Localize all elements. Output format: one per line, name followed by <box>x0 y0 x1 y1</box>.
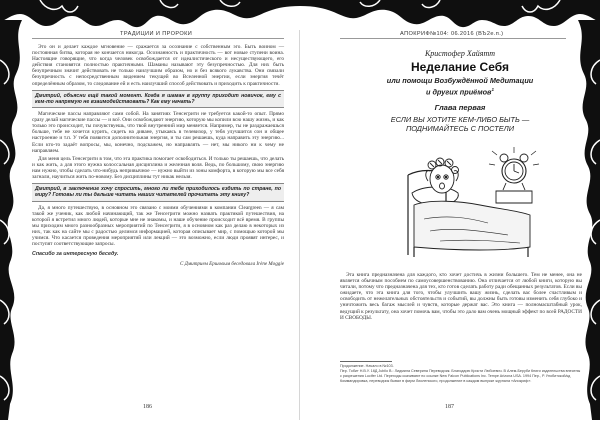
tribal-ornament-left-side-icon <box>0 20 30 420</box>
paragraph: Да, я много путешествую, в основном это связано с моими обучениями в компании Cleargreen — я сам такой же ученик, как любой начинающий, так же Тенсегрити можно назвать практикой путешествия, на которой я встретил много людей, которые мне не знакомы, и наше обучение происходит всё время. В группы мы приходим много разнообразных мероприятий по Тенсегрити, я в основном как раз делаю в некоторых из них, так как на сайте мы с радостью делимся информацией, которая описывает мир, с помощью которой мы учимся. Что касается проведения мероприятий или лекций — это возможно, если люди проявят интерес, и поступят соответствующие запросы. <box>32 204 284 248</box>
interview-credit: С Дмитрием Ершовым беседовала Irène Moggie <box>180 261 284 268</box>
header-rule-right <box>340 38 566 39</box>
running-head-left: ТРАДИЦИИ И ПРОРОКИ <box>120 31 193 37</box>
right-body-text <box>340 272 582 323</box>
chapter-heading: Глава первая <box>434 103 486 112</box>
paragraph: Для меня цель Тенсегрити в том, что эта практика помогает освободиться. И только ты решаешь, что делать и как жить, а для этого нужна колоссальная дисциплина и железная воля. Ведь, по большому, свою энергию нам нужно, чтобы сделать что-нибудь непривычное — нужно выйти из зоны комфорта, в которую мы все себя загнали, научиться жить по-новому. Без дисциплины тут никак нельзя. <box>32 155 284 180</box>
interview-question-1: Дмитрий, объясни ещё такой момент. Когда я шаман в группу приходит новичок, ему с кем-то напрямую не взаимодействовать? Как ему начать? <box>32 90 284 108</box>
interview-question-2: Дмитрий, в заключение хочу спросить, много ли тебе приходилось ездить по стране, по миру? Готовы ли ты дальше читать наших читателей прочитать эту книгу? <box>32 183 284 201</box>
author-name: Кристофер Хайятт <box>424 49 496 58</box>
tribal-ornament-top-left-icon <box>0 0 300 30</box>
book-title: Неделание Себя <box>411 60 509 74</box>
paragraph: Эта книга предназначена для каждого, кто хочет достичь в жизни большего. Тем не менее, она не является обычным пособием по самоусовершенствованию. Она отличается от любой книги, которую вы читали, потому что предназначена для тех, кто готов сделать работу ради обещанных результатов. Если вы ожидаете, что эта книга для того, чтобы улучшить вашу жизнь, сделать вас более счастливым и освободить от нежелательных обстоятельств и событий, вы должны быть готовы изменить себя глубоко и уничтожить весь багаж мыслей и чувств, которые держат вас. Это книга — полномасштабный урок, ведущий к результату, она хочет помочь вам, чтобы это дало вам очень мощный эффект по всей РАДОСТИ И СВОБОДЫ. <box>340 272 582 321</box>
chapter-epigraph <box>340 115 580 133</box>
footnote-marker: 1 <box>491 87 494 92</box>
subtitle-line-2: и других приёмов <box>426 87 492 97</box>
left-body-text <box>32 44 284 267</box>
epigraph-line-2: ПОДНИМАЙТЕСЬ С ПОСТЕЛИ <box>405 124 515 133</box>
footnote-rule <box>340 361 392 362</box>
page-number-right: 187 <box>445 404 454 410</box>
tribal-ornament-top-right-icon <box>300 0 600 30</box>
footnote-item: Продолжение. Начало в №103. <box>340 363 394 368</box>
header-rule-left <box>32 38 284 39</box>
thanks-line: Спасибо за интересную беседу. <box>32 251 119 258</box>
footnote-item: Пер. Тобит Н.В.У. 16Д Jubilo В.: Лидмила Северина Переводчик. Благодарю Кристи Любоевич. В Алем-Беруби Книги издательства внесены с разрешения Lucifer Ltd. Переходы скачивают по ссылке New Falcon Publications Inc. Tempe Arizona USA. 1994 Пер., Р. Упобитской/кд <box>340 368 581 378</box>
footnotes <box>340 361 582 384</box>
paragraph: Это он и делает каждое мгновение — сражается за осознание с собственным эго. Быть воином — постоянная битва, которая не кончается никогда. Осознанность и практичность — вот новые ступени воина. Настоящие говорящие, что когда человек освобождается от идеалистического и несуществующего, его действия становятся полностью практичными. Шаманы называют эту безупречностью. Для них быть безупречным значит действовать не только наилучшим образом, но и без всякого лукавства. Они связали безупречность с непосредственным видением текущей во Вселенной энергии, если энергия течёт определённым образом, то следование ей и есть наилучший способ действовать и приходить к практичности. <box>32 44 284 87</box>
paragraph: Магические пассы направляют сами собой. На занятиях Тенсегрити не требуется какой-то опыт. Прямо сразу делай магические пассы — и всё. Они освобождают энергию, которую мы копили всю нашу жизнь, и как только это происходит, ты почувствуешь, что твой внутренний мир меняется. Например, ты не раздражаешься больше, тебе не хочется курить, сидеть на диване, утыкаясь в телевизор, у тебя улучшится сон и общее настроение и т.п. У тебя появится дополнительная энергия, и ты сам решаешь, куда направить эту энергию... Если кто-то задаёт вопросы, мы, конечно, подскажем, но направлять — нет, мы никого ни к чему не направляем. <box>32 111 284 154</box>
footnote-item: Коммандировка, переводчик бывал в фирм Лиоленского, продолжение в каждом выпуске журнала «Апокриф». <box>340 378 532 383</box>
woman-in-bed-alarm-clock-illustration <box>400 135 540 265</box>
book-subtitle <box>340 76 580 96</box>
running-head-right: АПОКРИФ№104: 06.2016 (ВЪ2е.п.) <box>400 31 504 37</box>
subtitle-line-1: или помощи Возбуждённой Медитации <box>386 76 534 85</box>
page-number-left: 186 <box>143 404 152 410</box>
epigraph-line-1: ЕСЛИ ВЫ ХОТИТЕ КЕМ-ЛИБО БЫТЬ — <box>390 115 530 124</box>
